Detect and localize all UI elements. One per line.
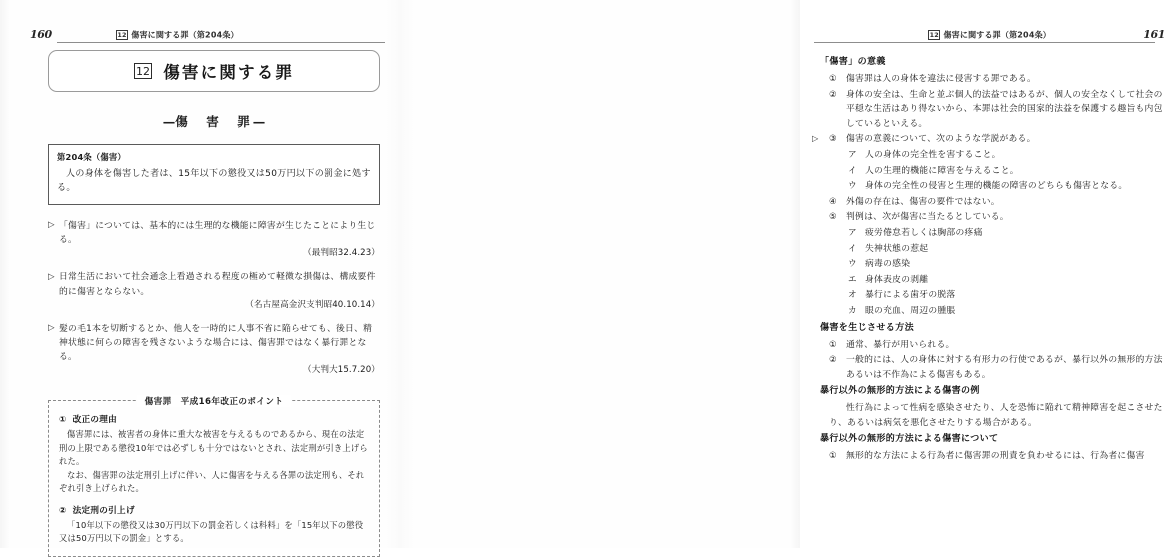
running-head-right xyxy=(820,24,1165,40)
case-note xyxy=(48,219,380,261)
amendment-point xyxy=(59,413,369,495)
subtitle-dash-left: — xyxy=(162,114,176,129)
item-text: 外傷の存在は、傷害の要件ではない。 xyxy=(846,196,1000,207)
item-text: 人の身体の完全性を害すること。 xyxy=(865,149,1001,160)
item-marker: ア xyxy=(848,227,857,238)
case-citation: （大判大15.7.20） xyxy=(303,365,380,376)
item-text: 人の生理的機能に障害を与えること。 xyxy=(865,165,1019,176)
item-marker: ④ xyxy=(829,196,837,207)
case-citation: （名古屋高金沢支判昭40.10.14） xyxy=(245,299,380,310)
kana-item xyxy=(820,164,1165,179)
item-marker: カ xyxy=(848,305,857,316)
section-heading: 傷害を生じさせる方法 xyxy=(820,322,915,333)
chapter-title-box xyxy=(48,50,380,92)
section-heading: 暴行以外の無形的方法による傷害の例 xyxy=(820,386,980,397)
amendment-point-title: 改正の理由 xyxy=(72,415,118,426)
item-text: 無形的な方法による行為者に傷害罪の刑責を負わせるには、行為者に傷害 xyxy=(846,451,1145,462)
running-head-left-text: 傷害に関する罪（第204条） xyxy=(131,31,239,40)
triangle-bullet-icon: ▷ xyxy=(48,323,55,334)
item-marker: ① xyxy=(829,339,837,350)
item-marker: ① xyxy=(829,451,837,462)
folio-left: 160 xyxy=(30,28,52,41)
item-text: 通常、暴行が用いられる。 xyxy=(846,339,955,350)
item-text: 身体の安全は、生命と並ぶ個人的法益ではあるが、個人の安全なくして社会の平穏な生活はあり得ないから、本罪は社会的国家的法益を保護する趣旨も内包しているといえる。 xyxy=(846,89,1163,129)
numbered-item xyxy=(820,210,1165,225)
amendment-point-paragraph: 傷害罪には、被害者の身体に重大な被害を与えるものであるから、現在の法定刑の上限である懲役10年では必ずしも十分ではないとされ、法定刑が引き上げられた。 xyxy=(59,429,368,466)
item-text: 身体の完全性の侵害と生理的機能の障害のどちらも傷害となる。 xyxy=(865,181,1128,192)
section-paragraph: 性行為によって性病を感染させたり、人を恐怖に陥れて精神障害を起こさせたり、あるいは病気を悪化させたりする場合がある。 xyxy=(829,403,1163,428)
amendment-point-title: 法定刑の引上げ xyxy=(72,505,135,516)
subtitle-dash-right: — xyxy=(252,114,266,129)
kana-item xyxy=(820,288,1165,303)
article-body: 人の身体を傷害した者は、15年以下の懲役又は50万円以下の罰金に処する。 xyxy=(57,169,371,193)
kana-item xyxy=(820,273,1165,288)
item-text: 病毒の感染 xyxy=(865,259,911,270)
subtitle-text: 傷 害 罪 xyxy=(175,114,253,129)
article-heading: 第204条（傷害） xyxy=(57,152,126,162)
kana-item xyxy=(820,304,1165,319)
kana-item xyxy=(820,179,1165,194)
running-head-right-text: 傷害に関する罪（第204条） xyxy=(943,31,1051,40)
amendment-point-paragraph: なお、傷害罪の法定刑引上げに伴い、人に傷害を与える各罪の法定刑も、それぞれ引き上げられた。 xyxy=(59,470,365,494)
numbered-item xyxy=(820,338,1165,353)
amendment-point-number: ① xyxy=(59,415,67,426)
item-text: 失神状態の惹起 xyxy=(865,243,929,254)
case-note xyxy=(48,322,380,379)
numbered-item xyxy=(820,88,1165,132)
right-page-body xyxy=(812,54,1165,465)
case-note-list xyxy=(48,219,380,379)
item-text: 判例は、次が傷害に当たるとしている。 xyxy=(846,212,1009,223)
kana-item xyxy=(820,257,1165,272)
header-rule-right xyxy=(814,42,1155,43)
left-page-body xyxy=(48,50,380,557)
kana-item xyxy=(820,226,1165,241)
item-text: 一般的には、人の身体に対する有形力の行使であるが、暴行以外の無形的方法あるいは不作為による傷害もある。 xyxy=(846,355,1163,380)
numbered-item xyxy=(820,72,1165,87)
case-note xyxy=(48,270,380,312)
item-text: 暴行による歯牙の脱落 xyxy=(865,290,956,301)
kana-item xyxy=(820,148,1165,163)
item-marker: ウ xyxy=(848,259,857,270)
case-note-text: 髪の毛1本を切断するとか、他人を一時的に人事不省に陥らせても、後日、精神状態に何らの障害を残さないような場合には、傷害罪ではなく暴行罪となる。 xyxy=(59,323,373,363)
header-rule-left xyxy=(57,42,385,43)
triangle-bullet-icon: ▷ xyxy=(48,220,55,231)
case-note-text: 「傷害」については、基本的には生理的な機能に障害が生じたことにより生じる。 xyxy=(59,220,376,246)
amendment-points-panel xyxy=(48,397,380,557)
kana-item xyxy=(820,242,1165,257)
item-marker: ⑤ xyxy=(829,212,837,223)
item-marker: イ xyxy=(848,243,857,254)
case-note-text: 日常生活において社会通念上看過される程度の極めて軽微な損傷は、構成要件的に傷害とならない。 xyxy=(59,272,376,297)
item-text: 傷害の意義について、次のような学説がある。 xyxy=(846,134,1036,145)
numbered-item xyxy=(820,195,1165,210)
triangle-bullet-icon: ▷ xyxy=(48,271,55,282)
item-marker: エ xyxy=(848,274,857,285)
chapter-title: 傷害に関する罪 xyxy=(163,63,295,82)
running-head-right-title xyxy=(928,30,1051,40)
amendment-points-legend: 傷害罪 平成16年改正のポイント xyxy=(137,395,292,407)
item-marker: ウ xyxy=(848,181,857,192)
amendment-point-number: ② xyxy=(59,505,67,516)
amendment-point-heading xyxy=(59,504,369,516)
item-marker: ② xyxy=(829,355,837,366)
page-right xyxy=(400,0,1165,548)
running-head-chapter-number-right: 12 xyxy=(929,31,939,39)
running-head-chapter-number-left: 12 xyxy=(117,31,127,39)
section-subtitle xyxy=(48,112,380,130)
item-marker: オ xyxy=(848,290,857,301)
case-citation: （最判昭32.4.23） xyxy=(303,248,380,259)
article-box xyxy=(48,144,380,205)
item-marker: イ xyxy=(848,165,857,176)
item-marker: ア xyxy=(848,149,857,160)
item-marker: ③ xyxy=(829,134,837,145)
chapter-number-badge: 12 xyxy=(134,63,152,79)
amendment-point-heading xyxy=(59,413,369,425)
running-head-left-title xyxy=(116,30,239,40)
section-heading: 「傷害」の意義 xyxy=(820,57,886,67)
numbered-item xyxy=(820,353,1165,382)
numbered-item xyxy=(820,449,1165,464)
folio-right: 161 xyxy=(1143,28,1165,41)
amendment-point xyxy=(59,504,369,546)
item-text: 疲労倦怠若しくは胸部の疼痛 xyxy=(865,227,983,238)
item-text: 眼の充血、周辺の腫脹 xyxy=(865,305,956,316)
item-text: 傷害罪は人の身体を違法に侵害する罪である。 xyxy=(846,74,1036,84)
item-marker: ① xyxy=(829,74,837,84)
section-heading: 暴行以外の無形的方法による傷害について xyxy=(820,434,999,445)
numbered-item xyxy=(812,132,1165,147)
item-text: 身体表皮の剥離 xyxy=(865,274,929,285)
triangle-bullet-icon: ▷ xyxy=(812,133,819,144)
running-head-left xyxy=(30,24,370,40)
item-marker: ② xyxy=(829,89,837,100)
amendment-point-paragraph: 「10年以下の懲役又は30万円以下の罰金若しくは科料」を「15年以下の懲役又は50万円以下の罰金」とする。 xyxy=(59,519,364,543)
page-left xyxy=(0,0,400,548)
